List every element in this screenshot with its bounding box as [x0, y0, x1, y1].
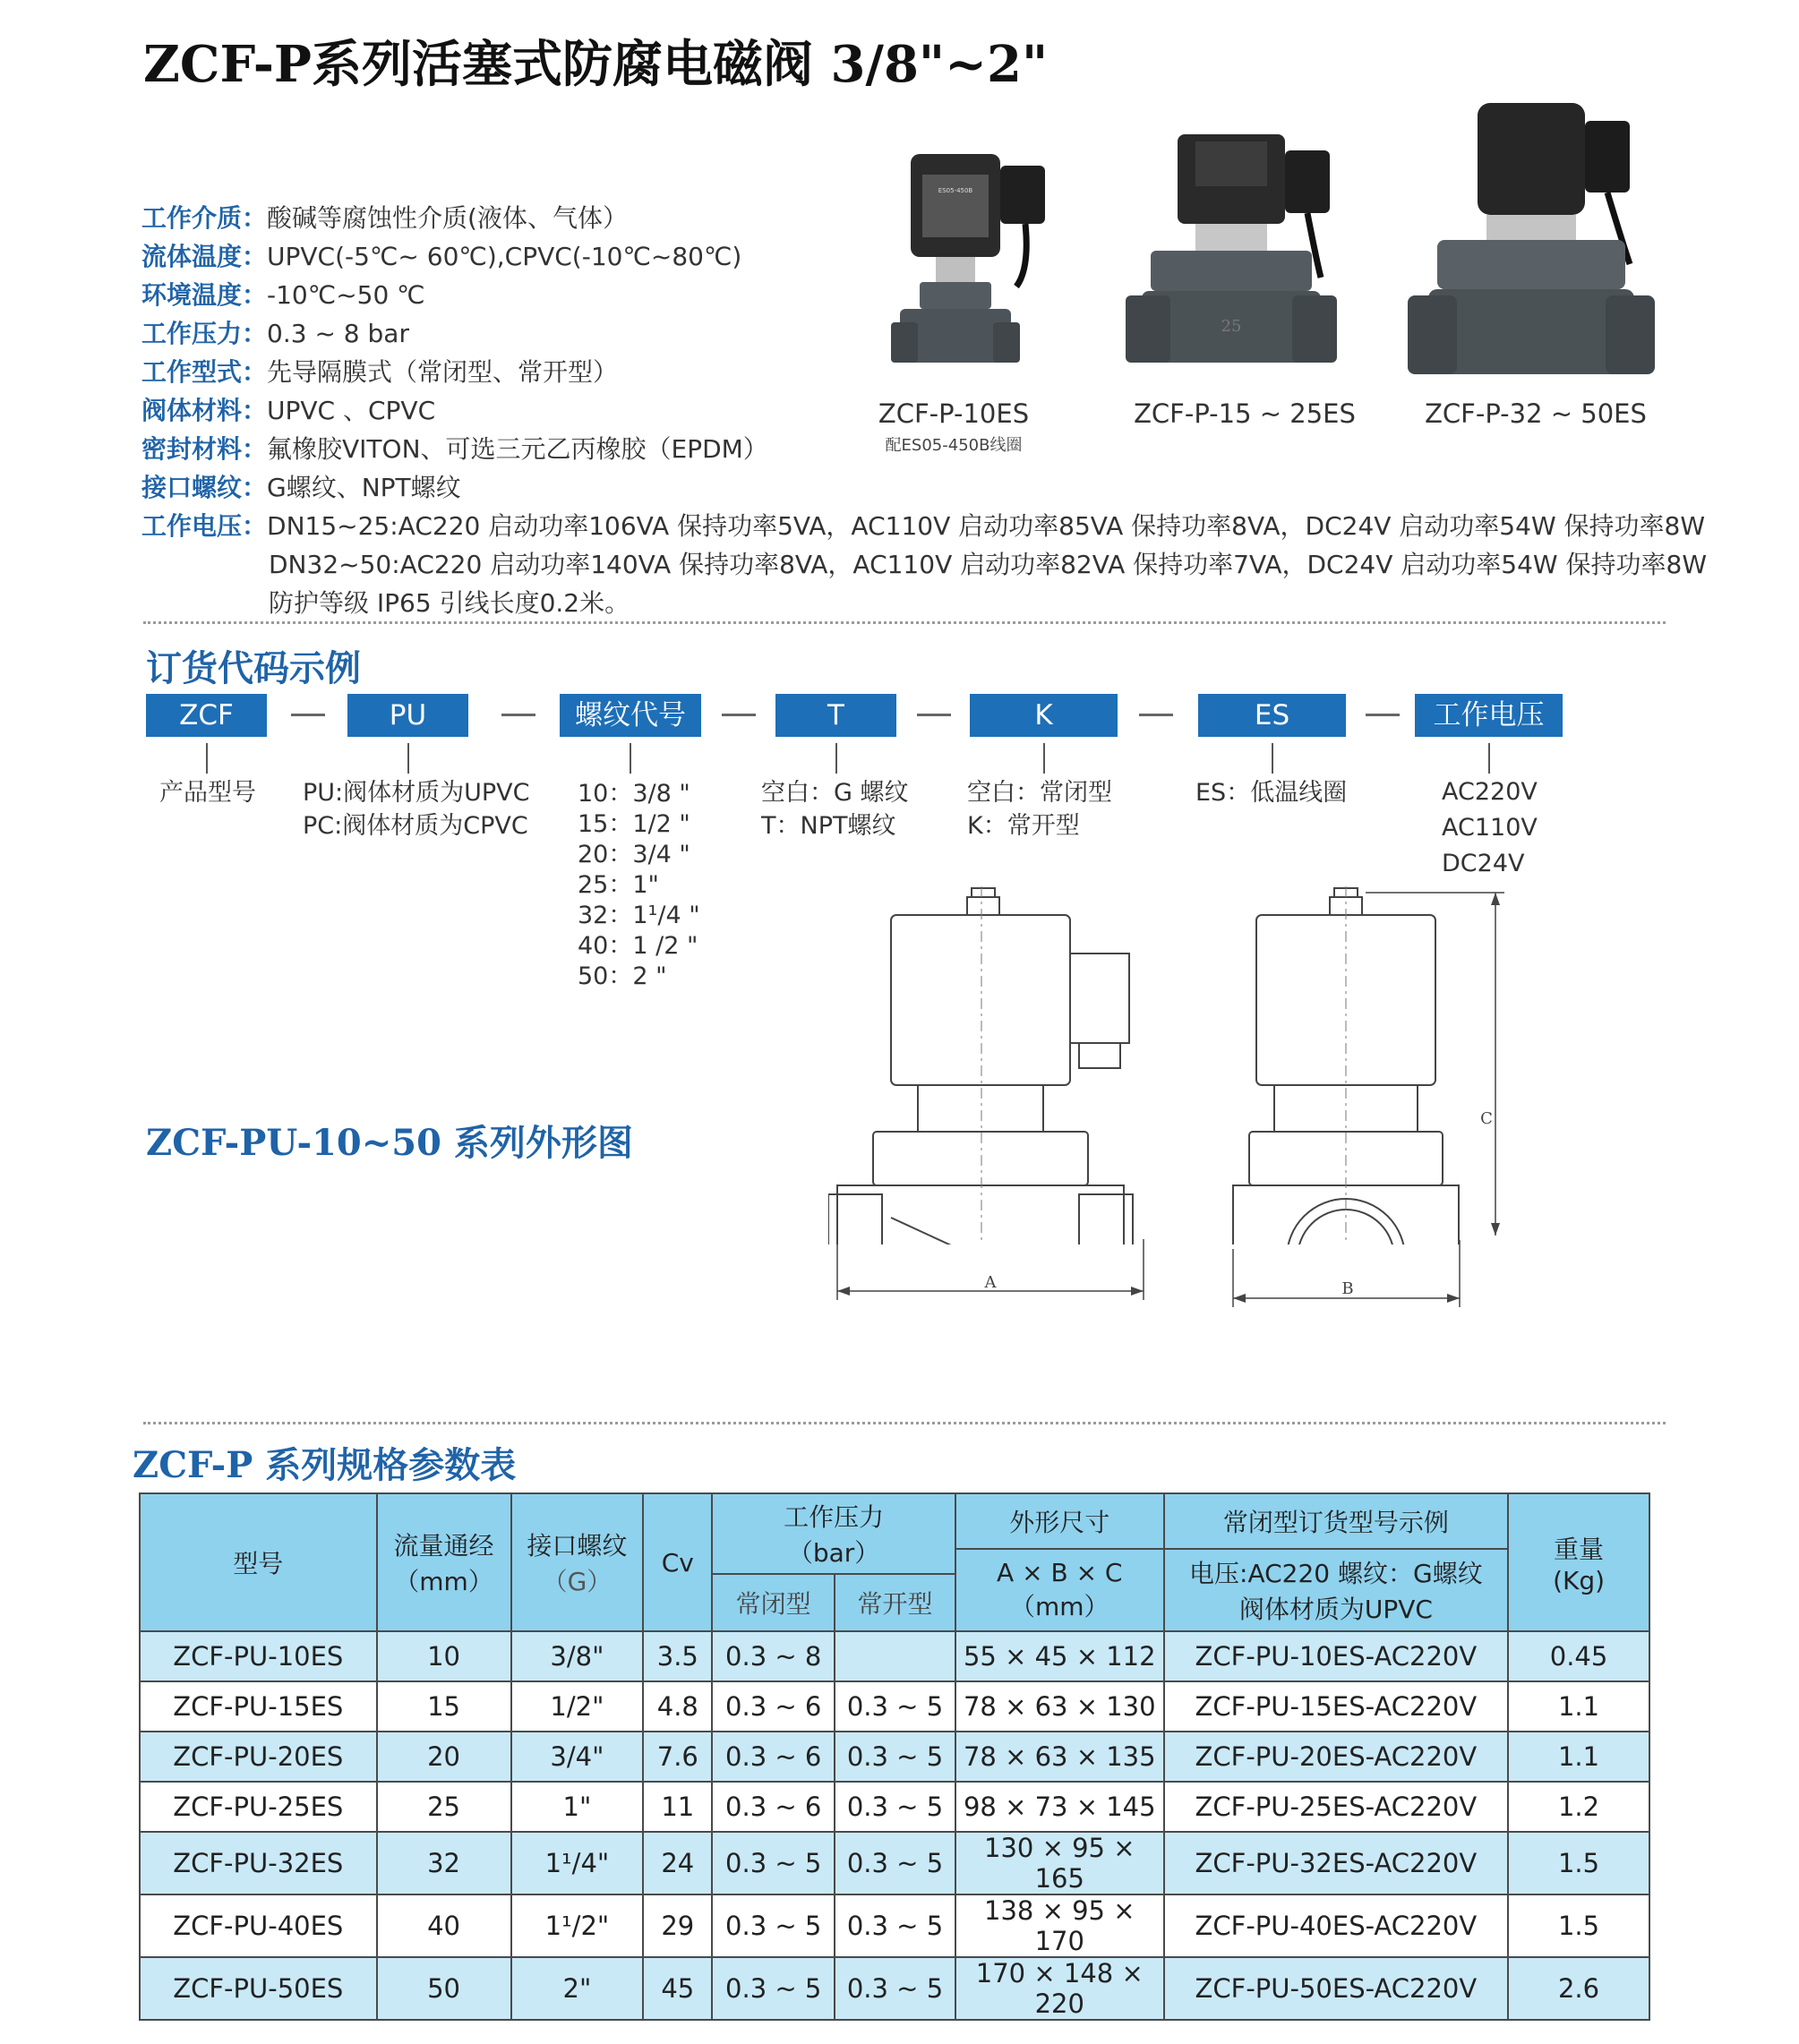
cell-weight: 1.2 [1508, 1782, 1649, 1832]
product-label-15-25es: ZCF-P-15 ~ 25ES [1134, 398, 1356, 429]
cell-weight: 2.6 [1508, 1957, 1649, 2020]
page-title: ZCF-P系列活塞式防腐电磁阀 3/8"~2" [143, 35, 1049, 94]
header-unit: （mm） [1009, 1591, 1109, 1621]
spec-label: 工作压力： [141, 319, 268, 348]
cell-model: ZCF-PU-10ES [140, 1631, 377, 1681]
cell-no: 0.3 ~ 5 [835, 1681, 955, 1732]
header-text: 重量 [1554, 1534, 1605, 1564]
coil-label-text: ES05-450B [938, 187, 973, 194]
code-connector [206, 743, 208, 774]
spec-fluid-temp [141, 237, 741, 273]
col-header-cv: Cv [643, 1493, 712, 1631]
header-unit: （bar） [787, 1538, 880, 1568]
cell-cv: 24 [643, 1832, 712, 1894]
header-text: 流量通经 [393, 1531, 494, 1561]
cell-nc: 0.3 ~ 8 [712, 1631, 835, 1681]
cell-nc: 0.3 ~ 5 [712, 1832, 835, 1894]
cell-nc: 0.3 ~ 5 [712, 1894, 835, 1957]
dim-label-b: B [1341, 1279, 1354, 1298]
code-desc-line: 15：1/2 " [578, 810, 690, 838]
code-dash [501, 714, 535, 716]
cell-cv: 45 [643, 1957, 712, 2020]
table-row [140, 1832, 1649, 1894]
product-label-10es: ZCF-P-10ES [878, 398, 1030, 429]
col-header-dims-sub [955, 1549, 1164, 1631]
cell-cv: 3.5 [643, 1631, 712, 1681]
spec-pressure [141, 314, 409, 350]
code-desc-k [967, 776, 1112, 842]
cell-no: 0.3 ~ 5 [835, 1957, 955, 2020]
dim-label-a: A [984, 1273, 997, 1292]
code-box-zcf: ZCF [146, 694, 267, 737]
header-text: 接口螺纹 [527, 1531, 628, 1561]
spec-protection-line: 防护等级 IP65 引线长度0.2米。 [269, 588, 630, 618]
cell-thread: 1¹/4" [511, 1832, 644, 1894]
code-desc-line: 产品型号 [159, 779, 256, 807]
spec-value: 氟橡胶VITON、可选三元乙丙橡胶（EPDM） [267, 434, 768, 464]
code-desc-t [761, 776, 909, 842]
cell-no: 0.3 ~ 5 [835, 1894, 955, 1957]
cell-flow: 10 [377, 1631, 511, 1681]
spec-label: 密封材料： [141, 434, 268, 464]
col-header-weight [1508, 1493, 1649, 1631]
code-connector [1272, 743, 1273, 774]
spec-seal-material [141, 430, 768, 466]
code-desc-line: 25：1" [578, 871, 659, 899]
cell-weight: 1.1 [1508, 1732, 1649, 1782]
header-unit: （mm） [394, 1567, 493, 1596]
spec-value: 酸碱等腐蚀性介质(液体、气体） [267, 203, 628, 233]
code-desc-line: 20：3/4 " [578, 841, 690, 868]
code-connector [407, 743, 409, 774]
cell-no: 0.3 ~ 5 [835, 1732, 955, 1782]
code-desc-line: PU:阀体材质为UPVC [303, 779, 530, 807]
col-header-no: 常开型 [835, 1574, 955, 1631]
spec-table [139, 1492, 1650, 2021]
cell-flow: 32 [377, 1832, 511, 1894]
cell-weight: 1.5 [1508, 1894, 1649, 1957]
product-sublabel-10es: 配ES05-450B线圈 [885, 436, 1023, 455]
cell-model: ZCF-PU-25ES [140, 1782, 377, 1832]
col-header-dims: 外形尺寸 [955, 1493, 1164, 1549]
dim-label-c: C [1480, 1109, 1493, 1128]
code-desc-line: 50：2 " [578, 962, 667, 990]
code-desc-line: 32：1¹/4 " [578, 902, 700, 929]
spec-ambient-temp [141, 276, 425, 312]
cell-dims: 98 × 73 × 145 [955, 1782, 1164, 1832]
header-text: A × B × C [997, 1557, 1123, 1587]
cell-order: ZCF-PU-40ES-AC220V [1164, 1894, 1508, 1957]
cell-dims: 138 × 95 × 170 [955, 1894, 1164, 1957]
cell-nc: 0.3 ~ 6 [712, 1782, 835, 1832]
code-desc-line: AC220V [1442, 778, 1538, 806]
cell-model: ZCF-PU-32ES [140, 1832, 377, 1894]
spec-value: 先导隔膜式（常闭型、常开型） [267, 357, 619, 387]
cell-dims: 55 × 45 × 112 [955, 1631, 1164, 1681]
cell-thread: 1¹/2" [511, 1894, 644, 1957]
code-desc-pu [303, 776, 530, 842]
cell-model: ZCF-PU-20ES [140, 1732, 377, 1782]
code-box-es: ES [1198, 694, 1346, 737]
code-box-pu: PU [347, 694, 468, 737]
cell-no: 0.3 ~ 5 [835, 1832, 955, 1894]
col-header-model: 型号 [140, 1493, 377, 1631]
spec-value: 0.3 ~ 8 bar [267, 319, 409, 348]
table-row [140, 1894, 1649, 1957]
spec-value: UPVC 、CPVC [267, 396, 436, 425]
front-view-drawing [828, 886, 1151, 1244]
cell-cv: 4.8 [643, 1681, 712, 1732]
cell-flow: 15 [377, 1681, 511, 1732]
code-box-t: T [775, 694, 896, 737]
code-dash [917, 714, 951, 716]
spec-medium [141, 199, 628, 235]
product-image-32-50es [1406, 85, 1666, 389]
code-desc-line: AC110V [1442, 814, 1538, 842]
spec-label: 流体温度： [141, 242, 268, 271]
spec-label: 环境温度： [141, 280, 268, 310]
code-connector [1043, 743, 1045, 774]
cell-flow: 25 [377, 1782, 511, 1832]
header-text: 电压:AC220 螺纹：G螺纹 [1189, 1559, 1483, 1588]
table-row [140, 1631, 1649, 1681]
spec-value: G螺纹、NPT螺纹 [267, 473, 461, 502]
code-desc-line: 空白：G 螺纹 [761, 779, 909, 807]
cell-flow: 50 [377, 1957, 511, 2020]
header-unit: (Kg) [1553, 1565, 1606, 1595]
spec-label: 阀体材料： [141, 396, 268, 425]
col-header-order-example: 常闭型订货型号示例 [1164, 1493, 1508, 1549]
spec-value: DN15~25:AC220 启动功率106VA 保持功率5VA，AC110V 启动功率85VA 保持功率8VA，DC24V 启动功率54W 保持功率8W [267, 511, 1706, 541]
spec-voltage-line2: DN32~50:AC220 启动功率140VA 保持功率8VA，AC110V 启动功率82VA 保持功率7VA，DC24V 启动功率54W 保持功率8W [269, 550, 1708, 579]
code-desc-line: 10：3/8 " [578, 780, 690, 808]
cell-weight: 0.45 [1508, 1631, 1649, 1681]
spec-type [141, 353, 618, 389]
code-dash [1366, 714, 1400, 716]
code-dash [722, 714, 756, 716]
cell-dims: 78 × 63 × 135 [955, 1732, 1164, 1782]
cell-flow: 20 [377, 1732, 511, 1782]
code-dash [291, 714, 325, 716]
table-row [140, 1782, 1649, 1832]
code-connector [835, 743, 837, 774]
spec-value: UPVC(-5℃~ 60℃),CPVC(-10℃~80℃) [267, 242, 742, 271]
spec-thread [141, 468, 461, 504]
code-desc-voltage [1442, 774, 1538, 882]
cell-thread: 3/4" [511, 1732, 644, 1782]
cell-model: ZCF-PU-15ES [140, 1681, 377, 1732]
cell-no [835, 1631, 955, 1681]
spec-label: 工作型式： [141, 357, 268, 387]
code-desc-line: DC24V [1442, 850, 1525, 877]
code-connector [1488, 743, 1490, 774]
cell-thread: 2" [511, 1957, 644, 2020]
header-text: 阀体材质为UPVC [1238, 1595, 1433, 1624]
cell-thread: 3/8" [511, 1631, 644, 1681]
cell-no: 0.3 ~ 5 [835, 1782, 955, 1832]
cell-order: ZCF-PU-25ES-AC220V [1164, 1782, 1508, 1832]
cell-cv: 11 [643, 1782, 712, 1832]
header-text: 工作压力 [784, 1502, 885, 1532]
product-image-15-25es [1124, 116, 1366, 385]
spec-label: 接口螺纹： [141, 473, 268, 502]
divider [143, 621, 1666, 624]
spec-label: 工作介质： [141, 203, 268, 233]
col-header-nc: 常闭型 [712, 1574, 835, 1631]
col-header-thread [511, 1493, 644, 1631]
product-image-10es [882, 143, 1097, 403]
col-header-flow [377, 1493, 511, 1631]
col-header-pressure [712, 1493, 955, 1574]
code-desc-line: T：NPT螺纹 [761, 812, 896, 840]
table-row [140, 1681, 1649, 1732]
body-mark-text: 25 [1221, 317, 1242, 336]
cell-model: ZCF-PU-50ES [140, 1957, 377, 2020]
table-row [140, 1732, 1649, 1782]
cell-dims: 78 × 63 × 130 [955, 1681, 1164, 1732]
divider [143, 1422, 1666, 1424]
order-section-title: 订货代码示例 [146, 647, 361, 689]
cell-dims: 130 × 95 × 165 [955, 1832, 1164, 1894]
cell-order: ZCF-PU-50ES-AC220V [1164, 1957, 1508, 2020]
code-desc-es [1195, 776, 1347, 809]
code-connector [630, 743, 631, 774]
cell-nc: 0.3 ~ 5 [712, 1957, 835, 2020]
cell-weight: 1.5 [1508, 1832, 1649, 1894]
drawing-section-title: ZCF-PU-10~50 系列外形图 [146, 1122, 633, 1164]
col-header-order-sub [1164, 1549, 1508, 1631]
cell-cv: 29 [643, 1894, 712, 1957]
table-row [140, 1957, 1649, 2020]
cell-model: ZCF-PU-40ES [140, 1894, 377, 1957]
code-desc-zcf [159, 776, 256, 809]
spec-value: -10℃~50 ℃ [267, 280, 425, 310]
code-desc-line: 40：1 /2 " [578, 932, 698, 960]
front-dimension [828, 1236, 1151, 1307]
spec-voltage [141, 507, 1705, 543]
cell-thread: 1" [511, 1782, 644, 1832]
spec-label: 工作电压： [141, 511, 268, 541]
cell-order: ZCF-PU-10ES-AC220V [1164, 1631, 1508, 1681]
code-box-thread: 螺纹代号 [560, 694, 701, 737]
cell-order: ZCF-PU-32ES-AC220V [1164, 1832, 1508, 1894]
cell-weight: 1.1 [1508, 1681, 1649, 1732]
cell-nc: 0.3 ~ 6 [712, 1681, 835, 1732]
code-desc-line: ES：低温线圈 [1195, 779, 1348, 807]
cell-thread: 1/2" [511, 1681, 644, 1732]
cell-order: ZCF-PU-20ES-AC220V [1164, 1732, 1508, 1782]
header-unit: （G） [542, 1567, 613, 1596]
cell-cv: 7.6 [643, 1732, 712, 1782]
code-desc-thread [578, 779, 700, 992]
code-desc-line: K：常开型 [967, 812, 1080, 840]
code-dash [1139, 714, 1173, 716]
cell-flow: 40 [377, 1894, 511, 1957]
side-dimension [1231, 891, 1518, 1307]
cell-nc: 0.3 ~ 6 [712, 1732, 835, 1782]
code-desc-line: PC:阀体材质为CPVC [303, 812, 528, 840]
code-box-voltage: 工作电压 [1415, 694, 1563, 737]
cell-dims: 170 × 148 × 220 [955, 1957, 1164, 2020]
code-desc-line: 空白：常闭型 [967, 779, 1112, 807]
cell-order: ZCF-PU-15ES-AC220V [1164, 1681, 1508, 1732]
table-section-title: ZCF-P 系列规格参数表 [133, 1444, 517, 1486]
code-box-k: K [970, 694, 1118, 737]
product-label-32-50es: ZCF-P-32 ~ 50ES [1425, 398, 1647, 429]
spec-body-material [141, 391, 435, 427]
